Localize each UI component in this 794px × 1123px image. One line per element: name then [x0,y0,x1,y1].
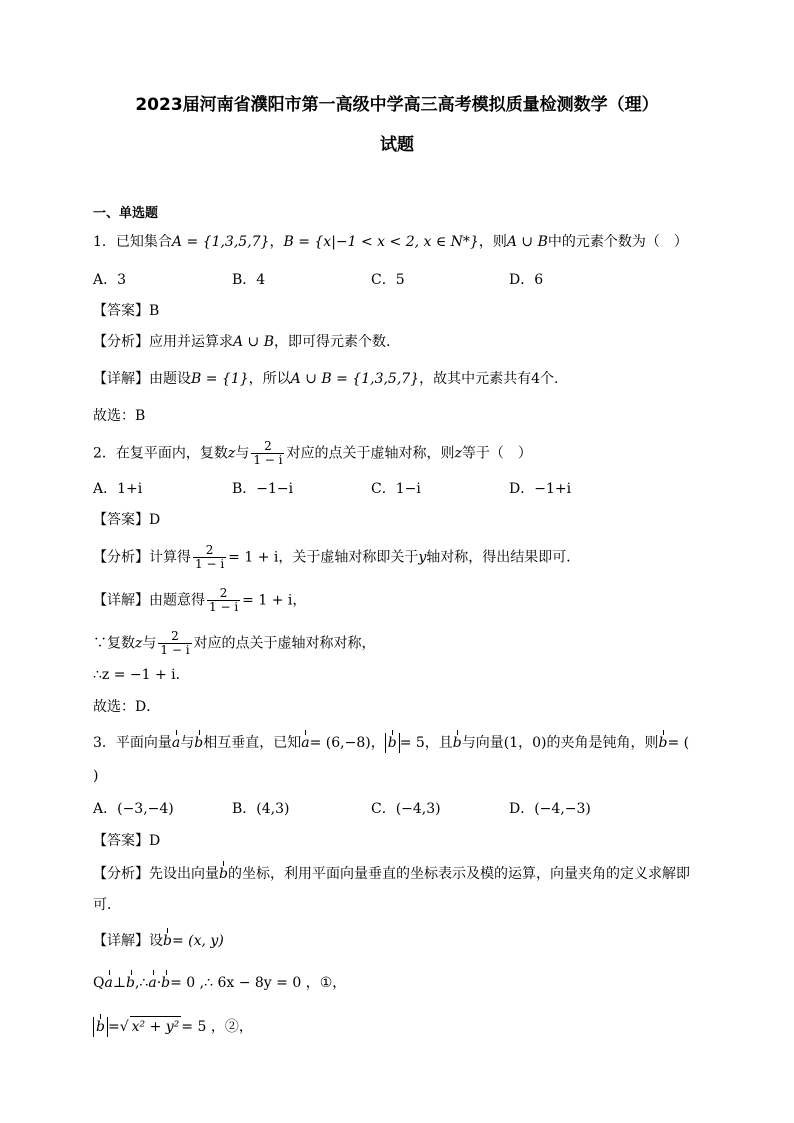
vector-a: a [171,735,181,751]
vector-b: b [219,866,228,882]
q2-analysis-fraction [193,544,226,571]
q2-detail-result: = 1 + i [242,592,293,609]
q3-answer [93,831,160,851]
q1-answer-value: B [149,303,160,319]
answer-tag: 【答案】 [93,512,149,528]
detail-tag: 【详解】 [93,933,149,949]
vector-a: a [148,975,157,991]
q1-union: A ∪ B [506,234,548,250]
q3-detail-b: = (x, y) [171,933,224,949]
q3-step2-a: = [107,1019,120,1035]
q2-detail-a: 由题意得 [149,592,205,609]
q3-analysis-a: 先设出向量 [149,866,219,882]
q3-analysis-cont: 可． [93,897,121,913]
q3-step1-c: ,∴ [134,975,149,991]
q3-stem-c: ，且 [424,735,453,751]
q1-detail [93,369,558,389]
q2-answer-value: D [149,512,161,528]
q1-choice: 故选：B [93,408,146,424]
fraction-numerator: 2 [193,544,226,558]
q2-stem-b: 与 [235,445,250,462]
q1-detail-a: 由题设 [149,371,191,387]
q2-eq-result: = 1 + i [228,549,279,566]
vector-b: b [452,735,462,751]
fraction-denominator: 1 − i [160,643,190,657]
q1-detail-b: B = {1} [191,371,249,387]
q1-set-a: A = {1,3,5,7} [171,234,270,250]
q2-analysis-b: ，关于虚轴对称即关于 [278,549,419,566]
q2-option-a: A．1+i [93,481,143,497]
q2-because-fraction [158,630,191,657]
q1-detail-c: ，所以 [248,371,291,387]
fraction-denominator: 1 − i [253,453,283,467]
q3-step1-a: Q [93,975,105,991]
q2-analysis-a: 计算得 [149,549,191,566]
vector-b-modulus: b [93,1017,108,1037]
q2-detail-fraction [207,587,240,614]
q3-step1-e: = 0 ,∴ 6x − 8y = 0 ，①， [170,975,347,991]
q1-stem-c: 中的元素个数为（ ） [547,234,688,250]
detail-tag: 【详解】 [93,371,149,387]
q3-step2-sqrt: x² + y² [130,1016,182,1037]
fraction-numerator: 2 [158,630,191,644]
q1-option-c: C．5 [371,272,405,288]
q2-stem [93,440,532,467]
q2-because-with: 与 [142,635,157,652]
q1-comma: ， [269,234,284,250]
q3-answer-value: D [149,833,161,849]
fraction-denominator: 1 − i [195,557,225,571]
q2-stem-c: 对应的点关于虚轴对称，则 [286,445,455,462]
analysis-tag: 【分析】 [93,549,149,566]
q2-y: y [418,549,427,566]
q3-analysis [93,864,690,884]
analysis-tag: 【分析】 [93,866,149,882]
doc-title: 2023届河南省濮阳市第一高级中学高三高考模拟质量检测数学（理） [135,95,659,115]
q3-stem [93,733,689,753]
vector-b: b [161,975,171,991]
q2-option-c: C．1−i [371,481,421,497]
q1-stem-a: 1．已知集合 [93,234,172,250]
q1-detail-d: A ∪ B = {1,3,5,7} [290,371,420,387]
q3-option-b: B．(4,3) [232,801,290,817]
q1-analysis-union: A ∪ B [233,334,275,350]
q2-z2: z [454,445,462,462]
doc-title-line2: 试题 [380,135,414,155]
q1-option-b: B．4 [232,272,266,288]
fraction-numerator: 2 [251,440,284,454]
q2-because-z: z [135,635,143,652]
q1-stem-b: ，则 [478,234,507,250]
q3-step1-b: ⊥ [112,975,127,991]
analysis-tag: 【分析】 [93,334,149,350]
q2-detail [93,587,306,614]
q2-because-a: ∵复数 [93,635,135,652]
q2-option-d: D．−1+i [509,481,572,497]
q3-step2-b: = 5 ，②， [181,1019,253,1035]
q2-because-b: 对应的点关于虚轴对称对称， [193,635,376,652]
q1-option-d: D．6 [509,272,544,288]
q3-step2 [93,1016,253,1037]
q3-with: 与 [180,735,195,751]
vector-a: a [301,735,310,751]
fraction-denominator: 1 − i [209,600,239,614]
q1-answer [93,301,159,321]
q3-option-c: C．(−4,3) [371,801,441,817]
q1-analysis-b: ，即可得元素个数. [274,334,391,350]
q2-because [93,630,376,657]
q1-option-a: A．3 [93,272,127,288]
detail-tag: 【详解】 [93,592,149,609]
q3-option-d: D．(−4,−3) [509,801,591,817]
q2-stem-d: 等于（ ） [461,445,532,462]
q2-detail-b: ， [292,592,307,609]
q3-stem-d: 与向量(1，0)的夹角是钝角，则 [461,735,659,751]
q3-option-a: A．(−3,−4) [93,801,174,817]
q3-a-val: = (6,−8) [309,735,371,751]
q3-analysis-b: 的坐标，利用平面向量垂直的坐标表示及模的运算，向量夹角的定义求解即 [227,866,690,882]
q3-stem-e: = ( [667,735,690,751]
q3-stem-a: 3．平面向量 [93,735,172,751]
answer-tag: 【答案】 [93,833,149,849]
q1-analysis-a: 应用并运算求 [149,334,233,350]
q1-set-b: B = {x|−1 < x < 2, x ∈ N*} [283,234,479,250]
q1-analysis [93,332,390,352]
q3-step1 [93,973,346,993]
q3-detail-a: 设 [149,933,163,949]
q2-fraction [251,440,284,467]
vector-b: b [194,735,204,751]
q3-sep: ， [370,735,385,751]
vector-b-modulus: b [385,733,400,753]
q2-therefore: ∴z = −1 + i． [93,667,190,683]
q2-answer [93,510,160,530]
q1-stem [93,232,688,252]
vector-b: b [126,975,135,991]
q3-b-mod: = 5 [399,735,425,751]
vector-a: a [104,975,113,991]
q3-stem-b: 相互垂直，已知 [203,735,302,751]
section-heading: 一、单选题 [93,206,159,221]
q3-step1-d: · [156,975,162,991]
answer-tag: 【答案】 [93,303,149,319]
q2-stem-a: 2．在复平面内，复数 [93,445,228,462]
q3-stem-close: ) [93,768,99,784]
q2-analysis [93,544,580,571]
vector-b: b [658,735,668,751]
vector-b: b [163,933,172,949]
sqrt-sign: √ [119,1019,129,1035]
q2-analysis-c: 轴对称，得出结果即可． [426,549,581,566]
q2-option-b: B．−1−i [232,481,294,497]
q2-z: z [227,445,236,462]
fraction-numerator: 2 [207,587,240,601]
q3-detail [93,931,224,951]
q2-choice: 故选：D． [93,699,161,715]
q1-detail-e: ，故其中元素共有4个. [419,371,559,387]
